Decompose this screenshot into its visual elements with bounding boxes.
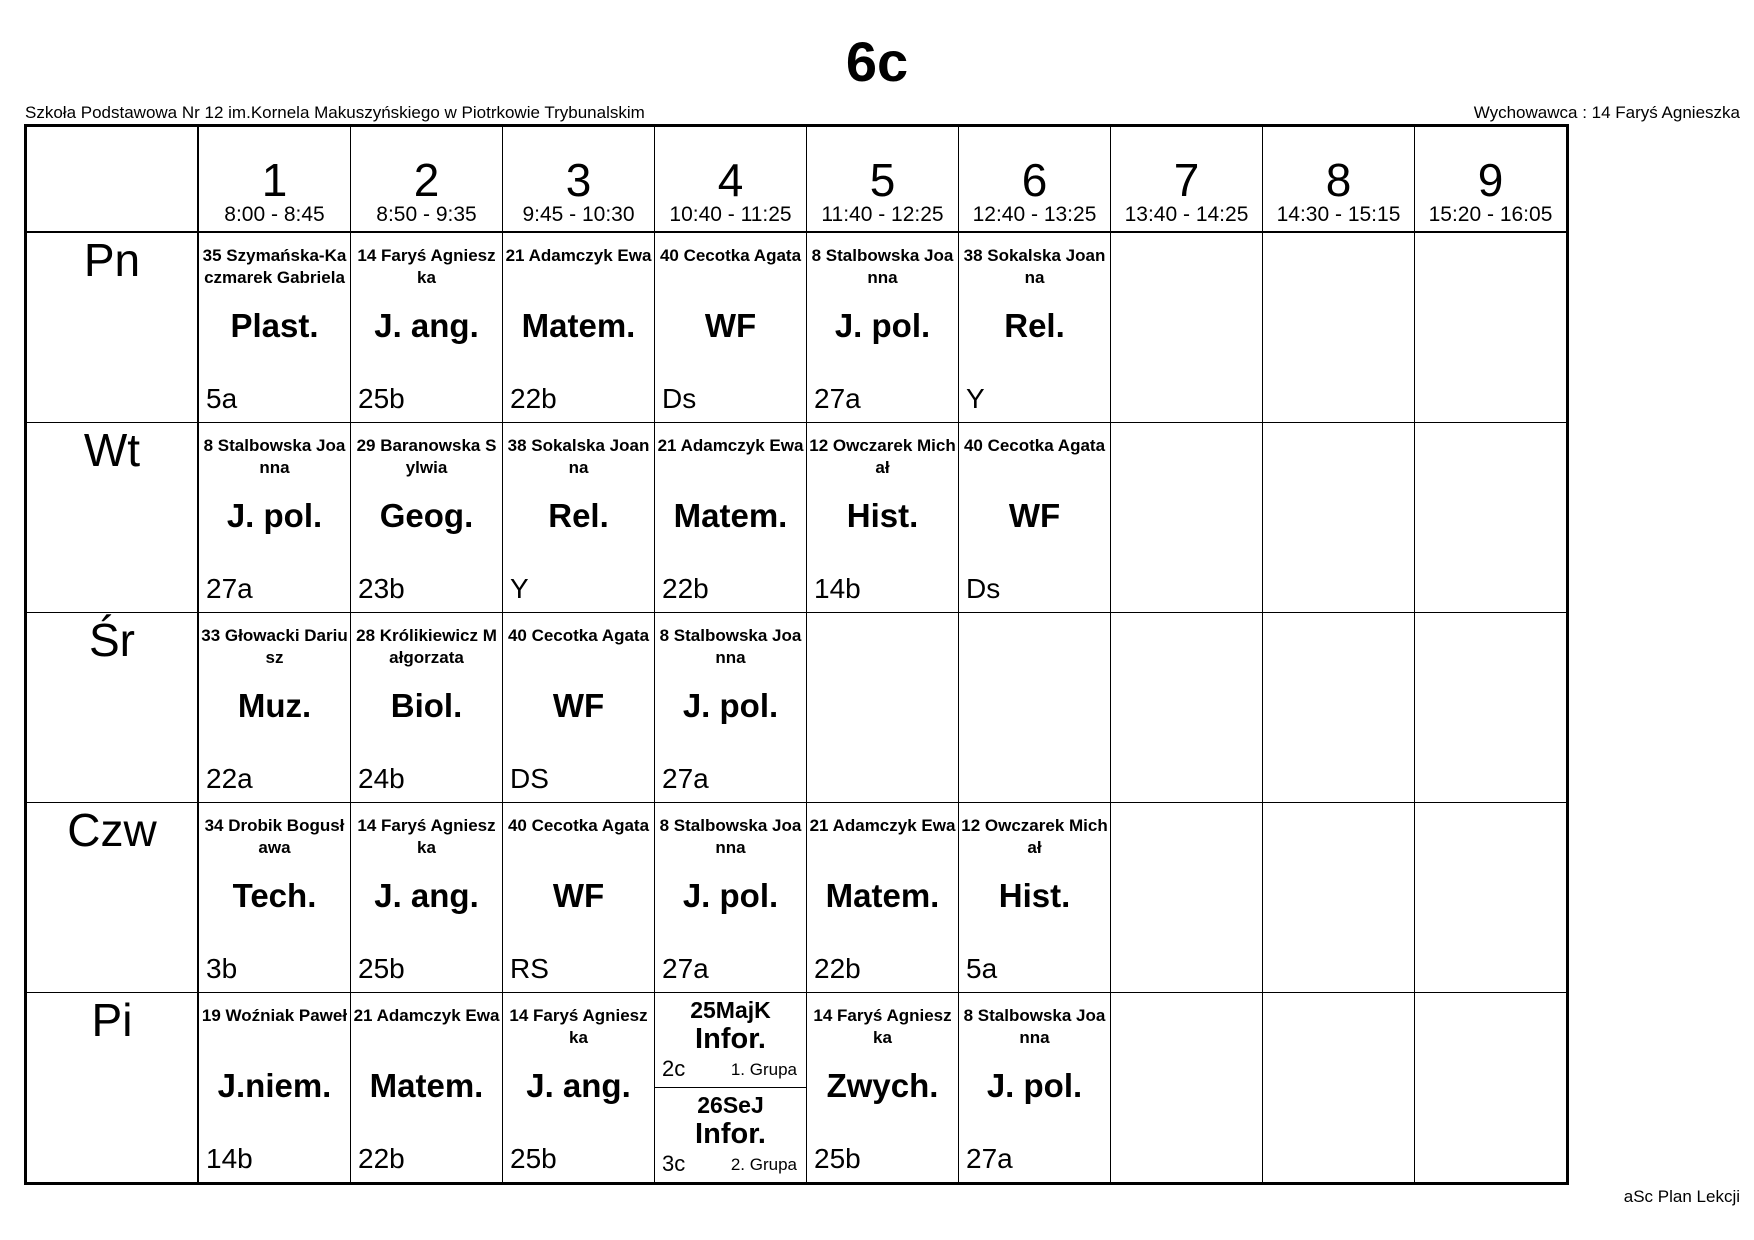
lesson-subject: Zwych.: [826, 1067, 939, 1104]
lesson-room: 5a: [206, 383, 238, 414]
lesson-subject: Hist.: [846, 497, 919, 534]
period-time: 13:40 - 14:25: [1124, 203, 1249, 226]
lesson-room: 27a: [206, 573, 253, 604]
lesson-teacher: 14 Faryś Agnieszka: [813, 1006, 952, 1047]
lesson-subject: Matem.: [825, 877, 940, 914]
lesson-cell: [959, 423, 1111, 613]
empty-cell: [1111, 803, 1263, 993]
lesson-teacher: 8 Stalbowska Joanna: [811, 246, 954, 287]
lesson-cell: [503, 613, 655, 803]
lesson-subject: Rel.: [548, 497, 609, 534]
lesson-cell: [959, 993, 1111, 1184]
lesson-cell: [503, 232, 655, 423]
lesson-subject: WF: [552, 687, 605, 724]
lesson-room: DS: [510, 763, 549, 794]
lesson-subject: Matem.: [369, 1067, 484, 1104]
lesson-teacher: 19 Woźniak Paweł: [201, 1006, 348, 1025]
lesson-teacher: 12 Owczarek Michał: [961, 816, 1108, 857]
lesson-teacher: 38 Sokalska Joanna: [963, 246, 1106, 287]
lesson-subject: J. ang.: [526, 1067, 631, 1104]
period-header: [1415, 126, 1568, 233]
lesson-teacher: 21 Adamczyk Ewa: [809, 816, 956, 835]
day-row: [26, 993, 1568, 1184]
lesson-room: 23b: [358, 573, 405, 604]
lesson-subject: J. pol.: [986, 1067, 1083, 1104]
lesson-cell: [351, 993, 503, 1184]
lesson-cell: [198, 423, 351, 613]
lesson-cell-split: [655, 993, 807, 1184]
lesson-cell: [655, 423, 807, 613]
empty-cell: [1415, 613, 1568, 803]
timetable-grid: [24, 124, 1569, 1185]
lesson-room: 14b: [814, 573, 861, 604]
lesson-room: Y: [966, 383, 985, 414]
homeroom-teacher: Wychowawca : 14 Faryś Agnieszka: [1473, 103, 1740, 122]
lesson-teacher: 21 Adamczyk Ewa: [657, 436, 804, 455]
day-label: Śr: [26, 613, 199, 803]
lesson-subject: WF: [1008, 497, 1061, 534]
lesson-room: 25b: [358, 953, 405, 984]
group-subject: Infor.: [695, 1118, 766, 1150]
lesson-teacher: 40 Cecotka Agata: [659, 246, 802, 265]
lesson-cell: [655, 232, 807, 423]
lesson-teacher: 40 Cecotka Agata: [507, 816, 650, 835]
period-time: 9:45 - 10:30: [522, 203, 635, 226]
lesson-teacher: 33 Głowacki Dariusz: [201, 626, 348, 667]
lesson-subject: J. pol.: [834, 307, 931, 344]
lesson-subject: WF: [704, 307, 757, 344]
lesson-room: 5a: [966, 953, 998, 984]
lesson-cell: [198, 613, 351, 803]
lesson-cell: [198, 232, 351, 423]
empty-cell: [1263, 423, 1415, 613]
lesson-subject: WF: [552, 877, 605, 914]
period-header: [1111, 126, 1263, 233]
lesson-teacher: 8 Stalbowska Joanna: [659, 626, 802, 667]
lesson-subject: J. ang.: [374, 877, 479, 914]
day-row: [26, 613, 1568, 803]
day-row: [26, 232, 1568, 423]
period-number: 9: [1477, 154, 1504, 206]
lesson-room: 25b: [814, 1143, 861, 1174]
lesson-room: 22a: [206, 763, 253, 794]
period-header: [503, 126, 655, 233]
lesson-cell: [351, 232, 503, 423]
day-label: Pi: [26, 993, 199, 1184]
period-header: [959, 126, 1111, 233]
period-number: 5: [869, 154, 896, 206]
group-subject: Infor.: [695, 1023, 766, 1055]
lesson-room: RS: [510, 953, 549, 984]
lesson-teacher: 35 Szymańska-Kaczmarek Gabriela: [202, 246, 347, 287]
period-time: 8:00 - 8:45: [224, 203, 325, 226]
lesson-room: 25b: [358, 383, 405, 414]
group-label: 1. Grupa: [730, 1060, 797, 1079]
lesson-cell: [198, 803, 351, 993]
lesson-teacher: 8 Stalbowska Joanna: [659, 816, 802, 857]
lesson-cell: [198, 993, 351, 1184]
lesson-teacher: 8 Stalbowska Joanna: [203, 436, 346, 477]
corner-cell: [26, 126, 199, 233]
lesson-cell: [351, 423, 503, 613]
lesson-room: 22b: [358, 1143, 405, 1174]
period-header: [655, 126, 807, 233]
empty-cell: [1415, 803, 1568, 993]
group-lesson: [655, 993, 806, 1088]
lesson-teacher: 14 Faryś Agnieszka: [357, 246, 496, 287]
lesson-subject: Rel.: [1004, 307, 1065, 344]
lesson-room: 25b: [510, 1143, 557, 1174]
lesson-teacher: 8 Stalbowska Joanna: [963, 1006, 1106, 1047]
day-label: Czw: [26, 803, 199, 993]
day-row: [26, 423, 1568, 613]
lesson-teacher: 21 Adamczyk Ewa: [353, 1006, 500, 1025]
lesson-room: 24b: [358, 763, 405, 794]
empty-cell: [1263, 613, 1415, 803]
period-number: 6: [1021, 154, 1048, 206]
lesson-teacher: 40 Cecotka Agata: [963, 436, 1106, 455]
group-label: 2. Grupa: [730, 1155, 797, 1174]
lesson-cell: [503, 993, 655, 1184]
empty-cell: [1111, 423, 1263, 613]
lesson-teacher: 12 Owczarek Michał: [809, 436, 956, 477]
empty-cell: [1111, 232, 1263, 423]
lesson-subject: Biol.: [390, 687, 463, 724]
period-time: 11:40 - 12:25: [821, 203, 944, 226]
lesson-subject: Matem.: [673, 497, 788, 534]
period-header: [351, 126, 503, 233]
lesson-cell: [959, 803, 1111, 993]
lesson-room: 14b: [206, 1143, 253, 1174]
period-number: 4: [717, 154, 744, 206]
period-time: 14:30 - 15:15: [1276, 203, 1401, 226]
lesson-room: 3b: [206, 953, 238, 984]
lesson-room: 22b: [814, 953, 861, 984]
period-header: [1263, 126, 1415, 233]
lesson-room: 27a: [814, 383, 861, 414]
lesson-cell: [655, 613, 807, 803]
empty-cell: [1263, 993, 1415, 1184]
empty-cell: [807, 613, 959, 803]
empty-cell: [1111, 993, 1263, 1184]
empty-cell: [1111, 613, 1263, 803]
group-teacher: 26SeJ: [697, 1092, 764, 1118]
period-time: 10:40 - 11:25: [669, 203, 792, 226]
lesson-cell: [807, 803, 959, 993]
period-number: 2: [413, 154, 440, 206]
lesson-room: 27a: [662, 763, 709, 794]
lesson-subject: J.niem.: [217, 1067, 332, 1104]
lesson-cell: [503, 423, 655, 613]
lesson-teacher: 40 Cecotka Agata: [507, 626, 650, 645]
lesson-subject: Muz.: [237, 687, 312, 724]
day-label: Pn: [26, 232, 199, 423]
lesson-teacher: 28 Królikiewicz Małgorzata: [356, 626, 497, 667]
group-room: 3c: [662, 1151, 686, 1176]
period-number: 7: [1173, 154, 1200, 206]
lesson-room: 22b: [510, 383, 557, 414]
lesson-room: 27a: [966, 1143, 1013, 1174]
day-label: Wt: [26, 423, 199, 613]
empty-cell: [959, 613, 1111, 803]
period-header: [198, 126, 351, 233]
lesson-cell: [959, 232, 1111, 423]
lesson-teacher: 21 Adamczyk Ewa: [505, 246, 652, 265]
lesson-subject: Plast.: [230, 307, 319, 344]
lesson-teacher: 34 Drobik Bogusława: [204, 816, 345, 857]
lesson-subject: Geog.: [379, 497, 474, 534]
empty-cell: [1415, 232, 1568, 423]
lesson-subject: J. ang.: [374, 307, 479, 344]
lesson-room: Ds: [662, 383, 697, 414]
lesson-cell: [807, 993, 959, 1184]
day-row: [26, 803, 1568, 993]
lesson-subject: Matem.: [521, 307, 636, 344]
lesson-teacher: 29 Baranowska Sylwia: [356, 436, 497, 477]
lesson-room: Y: [510, 573, 529, 604]
lesson-cell: [503, 803, 655, 993]
period-time: 12:40 - 13:25: [972, 203, 1097, 226]
group-lesson: [655, 1088, 806, 1182]
lesson-cell: [655, 803, 807, 993]
lesson-cell: [807, 232, 959, 423]
period-number: 8: [1325, 154, 1352, 206]
lesson-subject: J. pol.: [226, 497, 323, 534]
lesson-teacher: 14 Faryś Agnieszka: [509, 1006, 648, 1047]
lesson-cell: [807, 423, 959, 613]
lesson-teacher: 14 Faryś Agnieszka: [357, 816, 496, 857]
period-header: [807, 126, 959, 233]
school-name: Szkoła Podstawowa Nr 12 im.Kornela Makuszyńskiego w Piotrkowie Trybunalskim: [25, 103, 645, 122]
lesson-room: 27a: [662, 953, 709, 984]
footer-credit: aSc Plan Lekcji: [1623, 1187, 1740, 1206]
class-title: 6c: [845, 30, 909, 93]
period-number: 1: [261, 154, 288, 206]
period-time: 8:50 - 9:35: [376, 203, 477, 226]
period-time: 15:20 - 16:05: [1428, 203, 1553, 226]
group-teacher: 25MajK: [690, 997, 771, 1023]
lesson-teacher: 38 Sokalska Joanna: [507, 436, 650, 477]
lesson-room: 22b: [662, 573, 709, 604]
period-number: 3: [565, 154, 592, 206]
lesson-cell: [351, 803, 503, 993]
period-header-row: [26, 126, 1568, 233]
lesson-room: Ds: [966, 573, 1001, 604]
group-room: 2c: [662, 1056, 686, 1081]
lesson-subject: Tech.: [232, 877, 317, 914]
lesson-subject: J. pol.: [682, 687, 779, 724]
empty-cell: [1263, 232, 1415, 423]
lesson-subject: J. pol.: [682, 877, 779, 914]
lesson-subject: Hist.: [998, 877, 1071, 914]
empty-cell: [1415, 423, 1568, 613]
lesson-cell: [351, 613, 503, 803]
empty-cell: [1415, 993, 1568, 1184]
empty-cell: [1263, 803, 1415, 993]
